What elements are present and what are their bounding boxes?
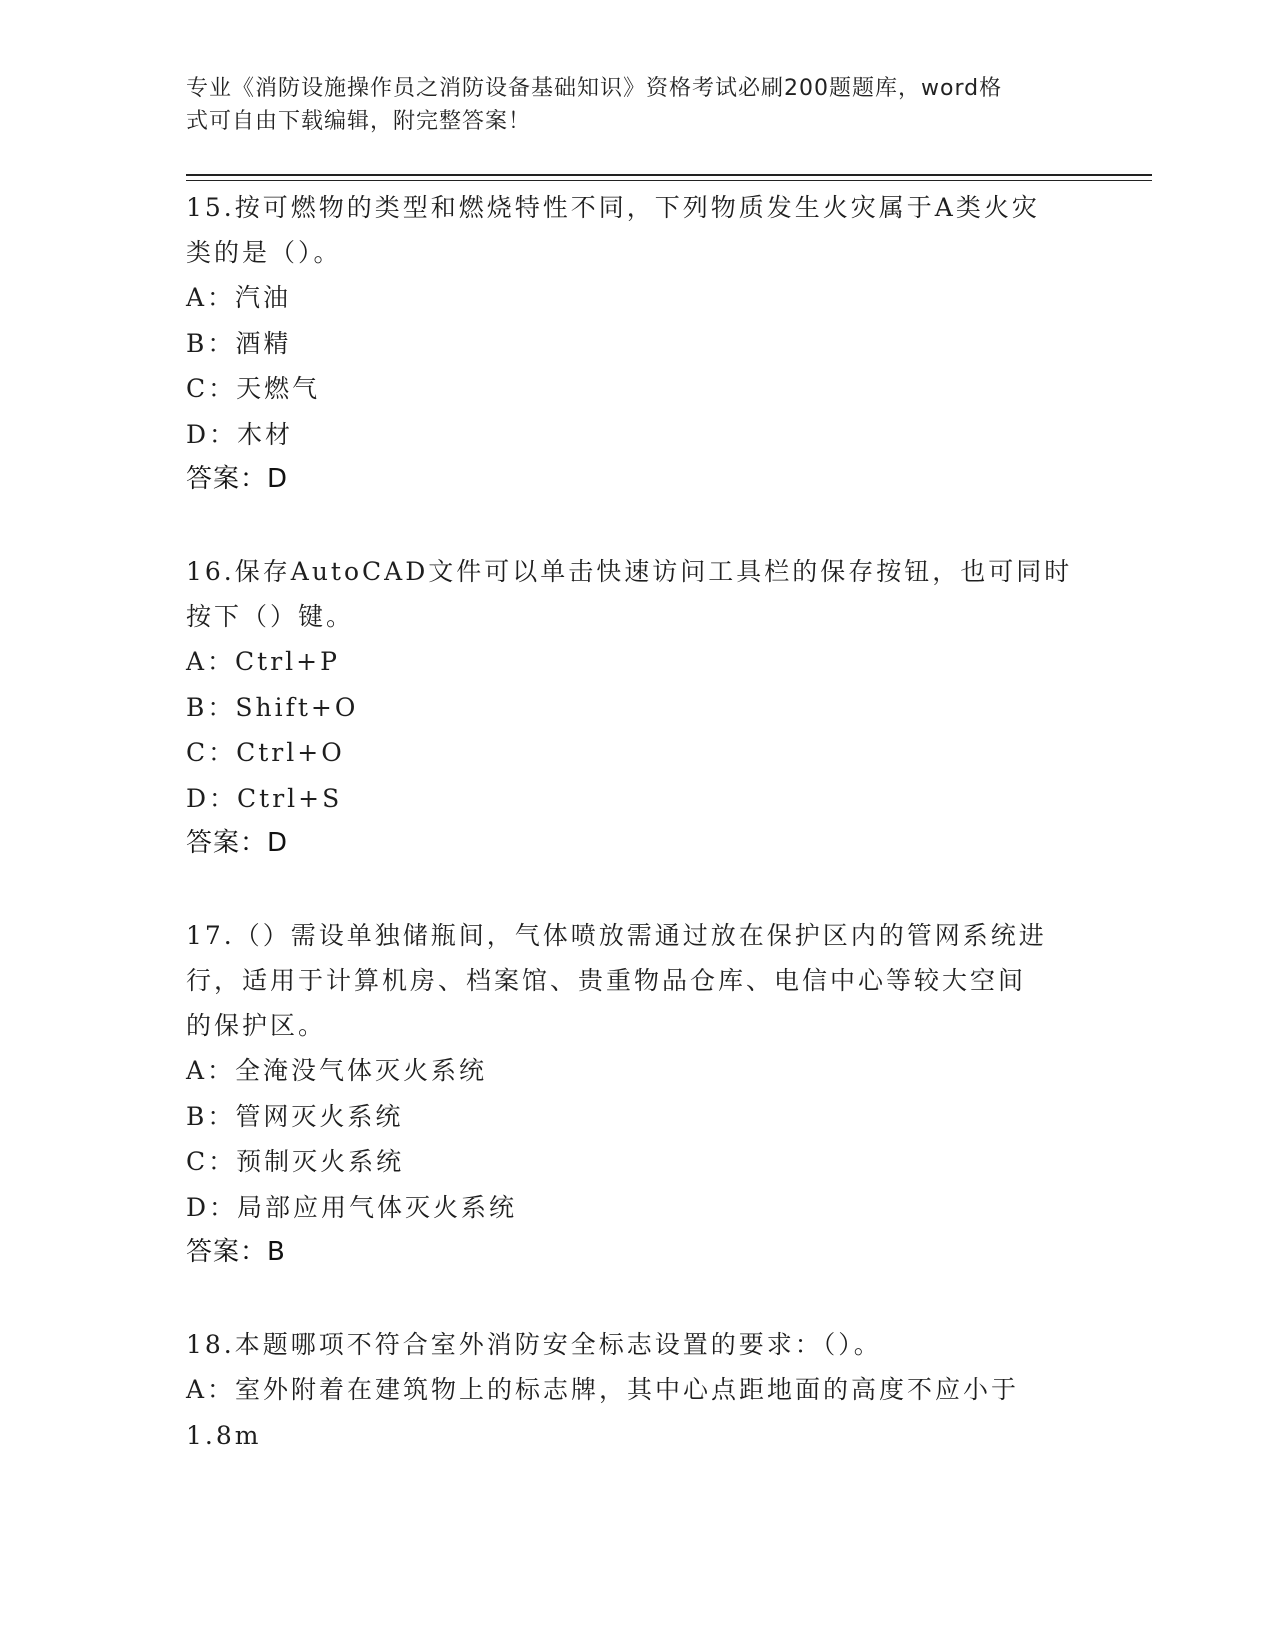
question-text-line: 行，适用于计算机房、档案馆、贵重物品仓库、电信中心等较大空间 (186, 966, 1027, 995)
question-15 (186, 185, 1152, 501)
option-a: A：Ctrl+P (186, 647, 340, 676)
option-d: D：局部应用气体灭火系统 (186, 1192, 518, 1222)
question-text-line: 的保护区。 (186, 1011, 327, 1040)
question-text-line: 按下（）键。 (186, 602, 355, 631)
answer-line: 答案：D (186, 464, 289, 494)
option-a-continued: 1.8m (186, 1420, 262, 1450)
option-b: B：酒精 (186, 328, 292, 358)
option-c: C：Ctrl+O (186, 738, 345, 767)
option-d: D：Ctrl+S (186, 783, 343, 813)
option-c: C：预制灭火系统 (186, 1147, 405, 1176)
header-line: 式可自由下载编辑，附完整答案！ (186, 109, 532, 134)
option-a: A：全淹没气体灭火系统 (186, 1056, 488, 1085)
question-text-line: 17.（）需设单独储瓶间，气体喷放需通过放在保护区内的管网系统进 (186, 921, 1047, 950)
question-text-line: 类的是（）。 (186, 238, 342, 267)
question-16 (186, 549, 1152, 865)
option-a: A：室外附着在建筑物上的标志牌，其中心点距地面的高度不应小于 (186, 1375, 1020, 1404)
question-17 (186, 913, 1152, 1274)
option-c: C：天燃气 (186, 374, 321, 403)
option-b: B：管网灭火系统 (186, 1101, 404, 1131)
question-text-line: 15.按可燃物的类型和燃烧特性不同，下列物质发生火灾属于A类火灾 (186, 193, 1040, 222)
question-list (186, 185, 1152, 1458)
option-d: D：木材 (186, 419, 294, 449)
answer-line: 答案：B (186, 1237, 286, 1267)
answer-line: 答案：D (186, 828, 289, 858)
document-header (186, 72, 1066, 138)
header-line: 专业《消防设施操作员之消防设备基础知识》资格考试必刷200题题库，word格 (186, 76, 1003, 101)
option-a: A：汽油 (186, 283, 292, 312)
question-text-line: 18.本题哪项不符合室外消防安全标志设置的要求：（）。 (186, 1330, 882, 1359)
option-b: B：Shift+O (186, 692, 359, 722)
header-divider (186, 174, 1152, 181)
document-page (186, 72, 1152, 1506)
question-text-line: 16.保存AutoCAD文件可以单击快速访问工具栏的保存按钮，也可同时 (186, 557, 1073, 586)
question-18 (186, 1322, 1152, 1458)
